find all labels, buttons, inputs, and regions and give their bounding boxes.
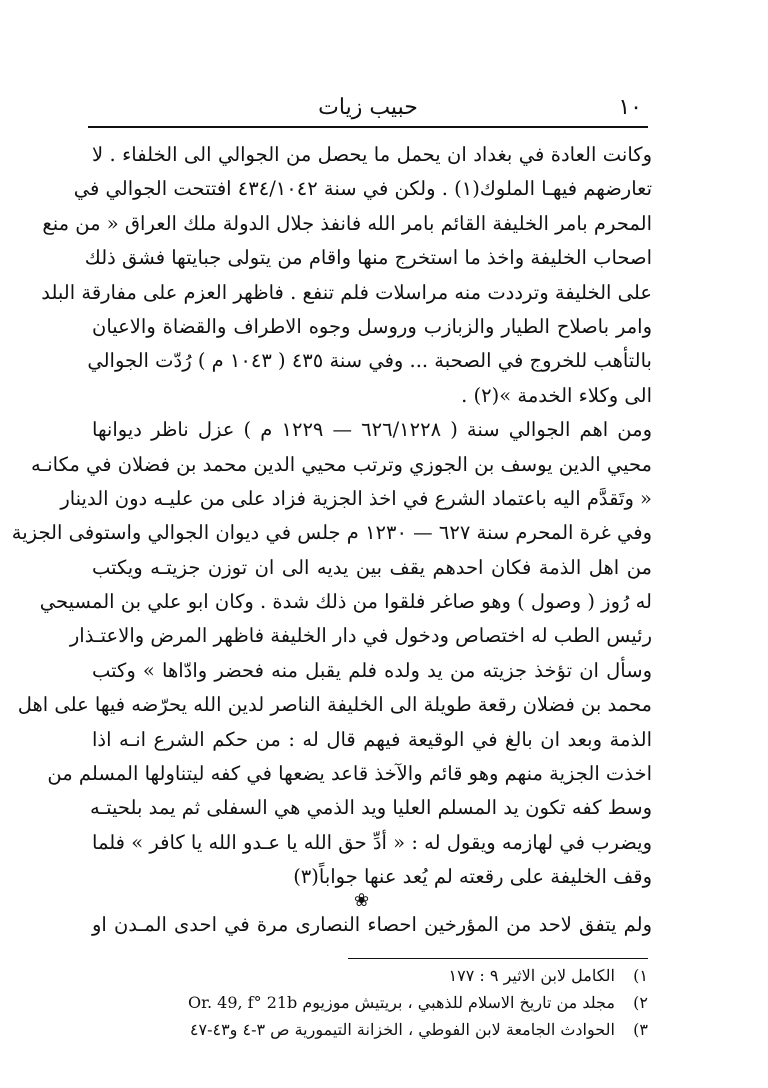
running-title: حبيب زيات xyxy=(318,95,418,120)
body-line: على الخليفة وترددت منه مراسلات فلم تنفع . فاظهر العزم على مفارقة البلد xyxy=(41,280,652,304)
body-line: وسأل ان تؤخذ جزيته من يد ولده فلم يقبل منه فحضر وادّاها » وكتب xyxy=(92,658,652,682)
body-line: وسط كفه تكون يد المسلم العليا ويد الذمي هي السفلى ثم يمد بلحيتـه xyxy=(90,796,652,820)
footnote-number: ١) xyxy=(633,966,648,985)
body-line: اخذت الجزية منهم وهو قائم والآخذ قاعد يضعها في كفه ليتناولها المسلم من xyxy=(47,762,652,786)
body-line: وكانت العادة في بغداد ان يحمل ما يحصل من الجوالي الى الخلفاء . لا xyxy=(92,143,652,166)
footnote-text: الكامل لابن الاثير ٩ : ١٧٧ xyxy=(448,966,615,985)
body-line: وقف الخليفة على رقعته لم يُعد عنها جواباً(٣) xyxy=(293,865,652,889)
footnote-text: الحوادث الجامعة لابن الفوطي ، الخزانة التيمورية ص ٣-٤ و٤٣-٤٧ xyxy=(189,1020,615,1039)
section-start xyxy=(92,908,652,942)
page-number: ١٠ xyxy=(618,95,642,120)
footnote xyxy=(140,962,648,989)
body-line: المحرم بامر الخليفة القائم بامر الله فانفذ جلال الدولة ملك العراق « من منع xyxy=(42,211,652,235)
ornament-icon: ❀ xyxy=(354,890,370,911)
body-line: وفي غرة المحرم سنة ٦٢٧ — ١٢٣٠ م جلس في ديوان الجوالي واستوفى الجزية xyxy=(11,521,652,545)
footnote-text: مجلد من تاريخ الاسلام للذهبي ، بريتيش موزيوم Or. 49, f° 21b xyxy=(187,993,615,1012)
body-line: محيي الدين يوسف بن الجوزي وترتب محيي الدين محمد بن فضلان في مكانـه xyxy=(31,452,652,476)
body-line: وامر باصلاح الطيار والزبازب وروسل وجوه الاطراف والقضاة والاعيان xyxy=(92,314,652,338)
body-line: بالتأهب للخروج في الصحبة ... وفي سنة ٤٣٥ ( ١٠٤٣ م ) رُدّت الجوالي xyxy=(87,349,652,373)
footnote xyxy=(140,989,648,1016)
body-line: الذمة وبعد ان بالغ في الوقيعة فيهم قال له : من حكم الشرع انـه اذا xyxy=(92,727,652,751)
footnote-number: ٣) xyxy=(633,1020,648,1039)
footnotes xyxy=(140,962,648,1043)
body-line: تعارضهم فيهـا الملوك(١) . ولكن في سنة ٤٣٤/١٠٤٢ افتتحت الجوالي في xyxy=(73,177,652,201)
body-line: ويضرب في لهازمه ويقول له : « أدِّ حق الله يا عـدو الله يا كافر » فلما xyxy=(92,830,652,854)
body-line: « وتَقدَّم اليه باعتماد الشرع في اخذ الجزية فزاد على من عليـه دون الدينار xyxy=(60,486,652,510)
body-line: محمد بن فضلان رقعة طويلة الى الخليفة الناصر لدين الله يحرّضه فيها على اهل xyxy=(17,693,652,717)
body-line: اصحاب الخليفة واخذ ما استخرج منها واقام من يتولى جبايتها فشق ذلك xyxy=(84,246,652,270)
header-rule xyxy=(88,126,648,128)
body-line: الى وكلاء الخدمة »(٢) . xyxy=(461,383,652,407)
footnote xyxy=(140,1016,648,1043)
body-line: ومن اهم الجوالي سنة ( ٦٢٦/١٢٢٨ — ١٢٢٩ م ) عزل ناظر ديوانها xyxy=(92,418,653,442)
footnote-rule xyxy=(348,958,648,959)
body-line: ولم يتفق لاحد من المؤرخين احصاء النصارى مرة في احدى المـدن او xyxy=(92,913,652,936)
body-text xyxy=(11,138,653,895)
body-line: من اهل الذمة فكان احدهم يقف بين يديه الى ان توزن جزيتـه ويكتب xyxy=(92,555,652,579)
page-header xyxy=(88,88,648,122)
body-line: له رُوز ( وصول ) وهو صاغر فلقوا من ذلك شدة . وكان ابو علي بن المسيحي xyxy=(39,590,652,614)
body-line: رئيس الطب له اختصاص ودخول في دار الخليفة فاظهر المرض والاعتـذار xyxy=(69,624,652,648)
footnote-number: ٢) xyxy=(633,993,648,1012)
